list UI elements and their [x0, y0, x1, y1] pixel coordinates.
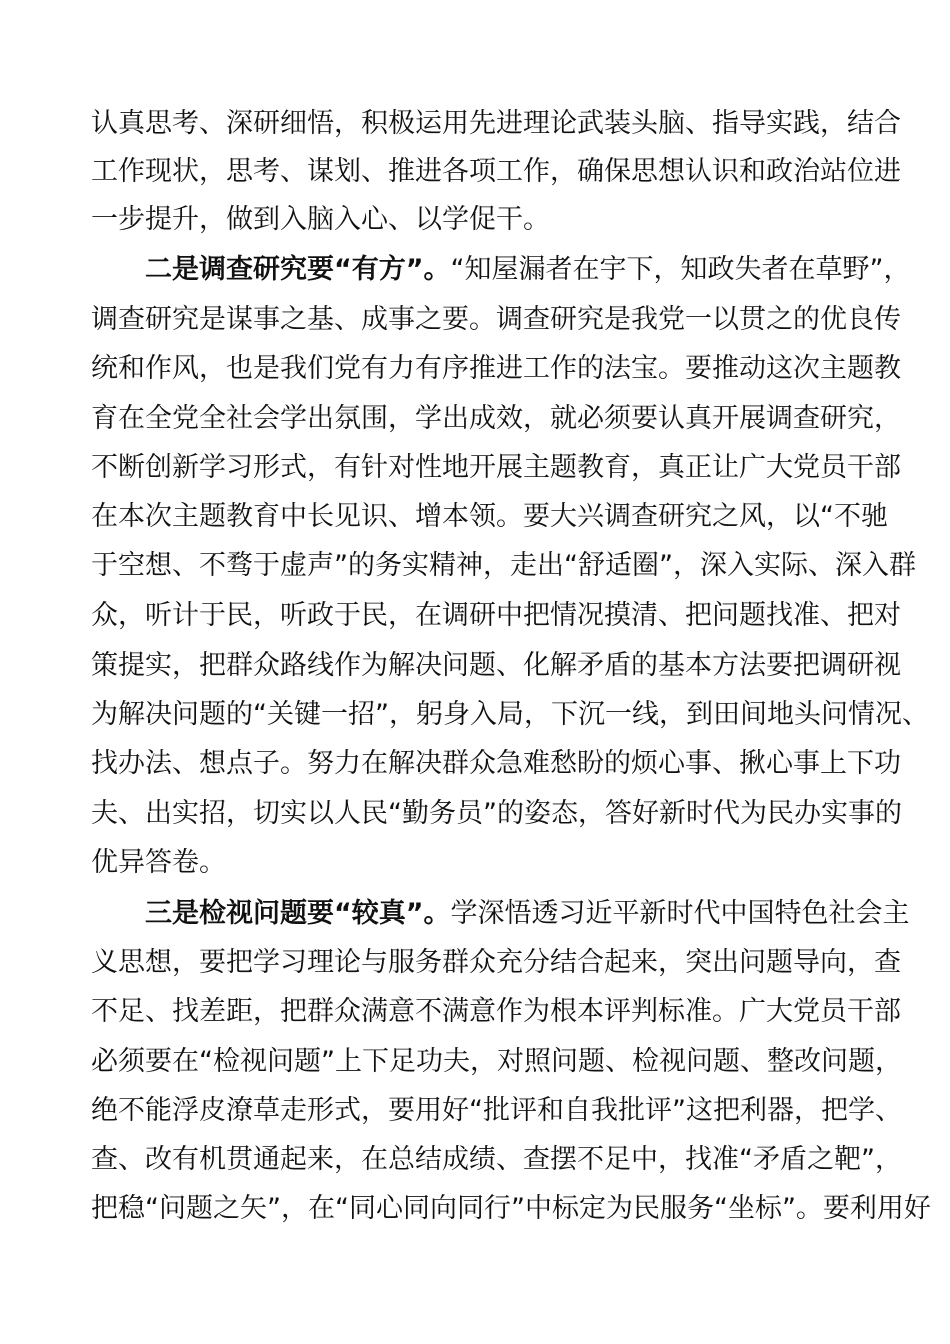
text-line: 不断创新学习形式，有针对性地开展主题教育，真正让广大党员干部 [91, 452, 901, 483]
text-line: 策提实，把群众路线作为解决问题、化解矛盾的基本方法要把调研视 [91, 650, 901, 681]
paragraph-heading: 三是检视问题要“较真”。 [145, 898, 451, 929]
paragraph-heading: 二是调查研究要“有方”。 [145, 254, 451, 285]
text-line: 必须要在“检视问题”上下足功夫，对照问题、检视问题、整改问题， [91, 1046, 902, 1077]
text-line: 绝不能浮皮潦草走形式，要用好“批评和自我批评”这把利器，把学、 [91, 1095, 902, 1126]
text-line: 优异答卷。 [91, 847, 226, 878]
text-line: 众，听计于民，听政于民，在调研中把情况摸清、把问题找准、把对 [91, 600, 901, 631]
text-line: 工作现状，思考、谋划、推进各项工作，确保思想认识和政治站位进 [91, 156, 901, 187]
text-line: 一步提升，做到入脑入心、以学促干。 [91, 204, 550, 235]
text-line: 在本次主题教育中长见识、增本领。要大兴调查研究之风，以“不驰 [91, 501, 888, 532]
text-line: 统和作风，也是我们党有力有序推进工作的法宝。要推动这次主题教 [91, 353, 901, 384]
text-line: 于空想、不骛于虚声”的务实精神，走出“舒适圈”，深入实际、深入群 [91, 550, 916, 581]
text-line: 夫、出实招，切实以人民“勤务员”的姿态，答好新时代为民办实事的 [91, 798, 902, 829]
text-line: 育在全党全社会学出氛围，学出成效，就必须要认真开展调查研究， [91, 403, 901, 434]
text-line: 认真思考、深研细悟，积极运用先进理论武装头脑、指导实践，结合 [91, 108, 901, 139]
text-line: 调查研究是谋事之基、成事之要。调查研究是我党一以贯之的优良传 [91, 304, 901, 335]
text-line: 找办法、想点子。努力在解决群众急难愁盼的烦心事、揪心事上下功 [91, 748, 901, 779]
text-line: 为解决问题的“关键一招”，躬身入局，下沉一线，到田间地头问情况、 [91, 699, 929, 730]
text-line: 不足、找差距，把群众满意不满意作为根本评判标准。广大党员干部 [91, 996, 901, 1027]
text-line: 查、改有机贯通起来，在总结成绩、查摆不足中，找准“矛盾之靶”， [91, 1144, 902, 1175]
paragraph-heading-line: 二是调查研究要“有方”。“知屋漏者在宇下，知政失者在草野”， [145, 254, 911, 285]
text-line: 把稳“问题之矢”，在“同心同向同行”中标定为民服务“坐标”。要利用好 [91, 1193, 931, 1224]
paragraph-heading-line: 三是检视问题要“较真”。学深悟透习近平新时代中国特色社会主 [145, 898, 910, 929]
text-line: 义思想，要把学习理论与服务群众充分结合起来，突出问题导向，查 [91, 947, 901, 978]
